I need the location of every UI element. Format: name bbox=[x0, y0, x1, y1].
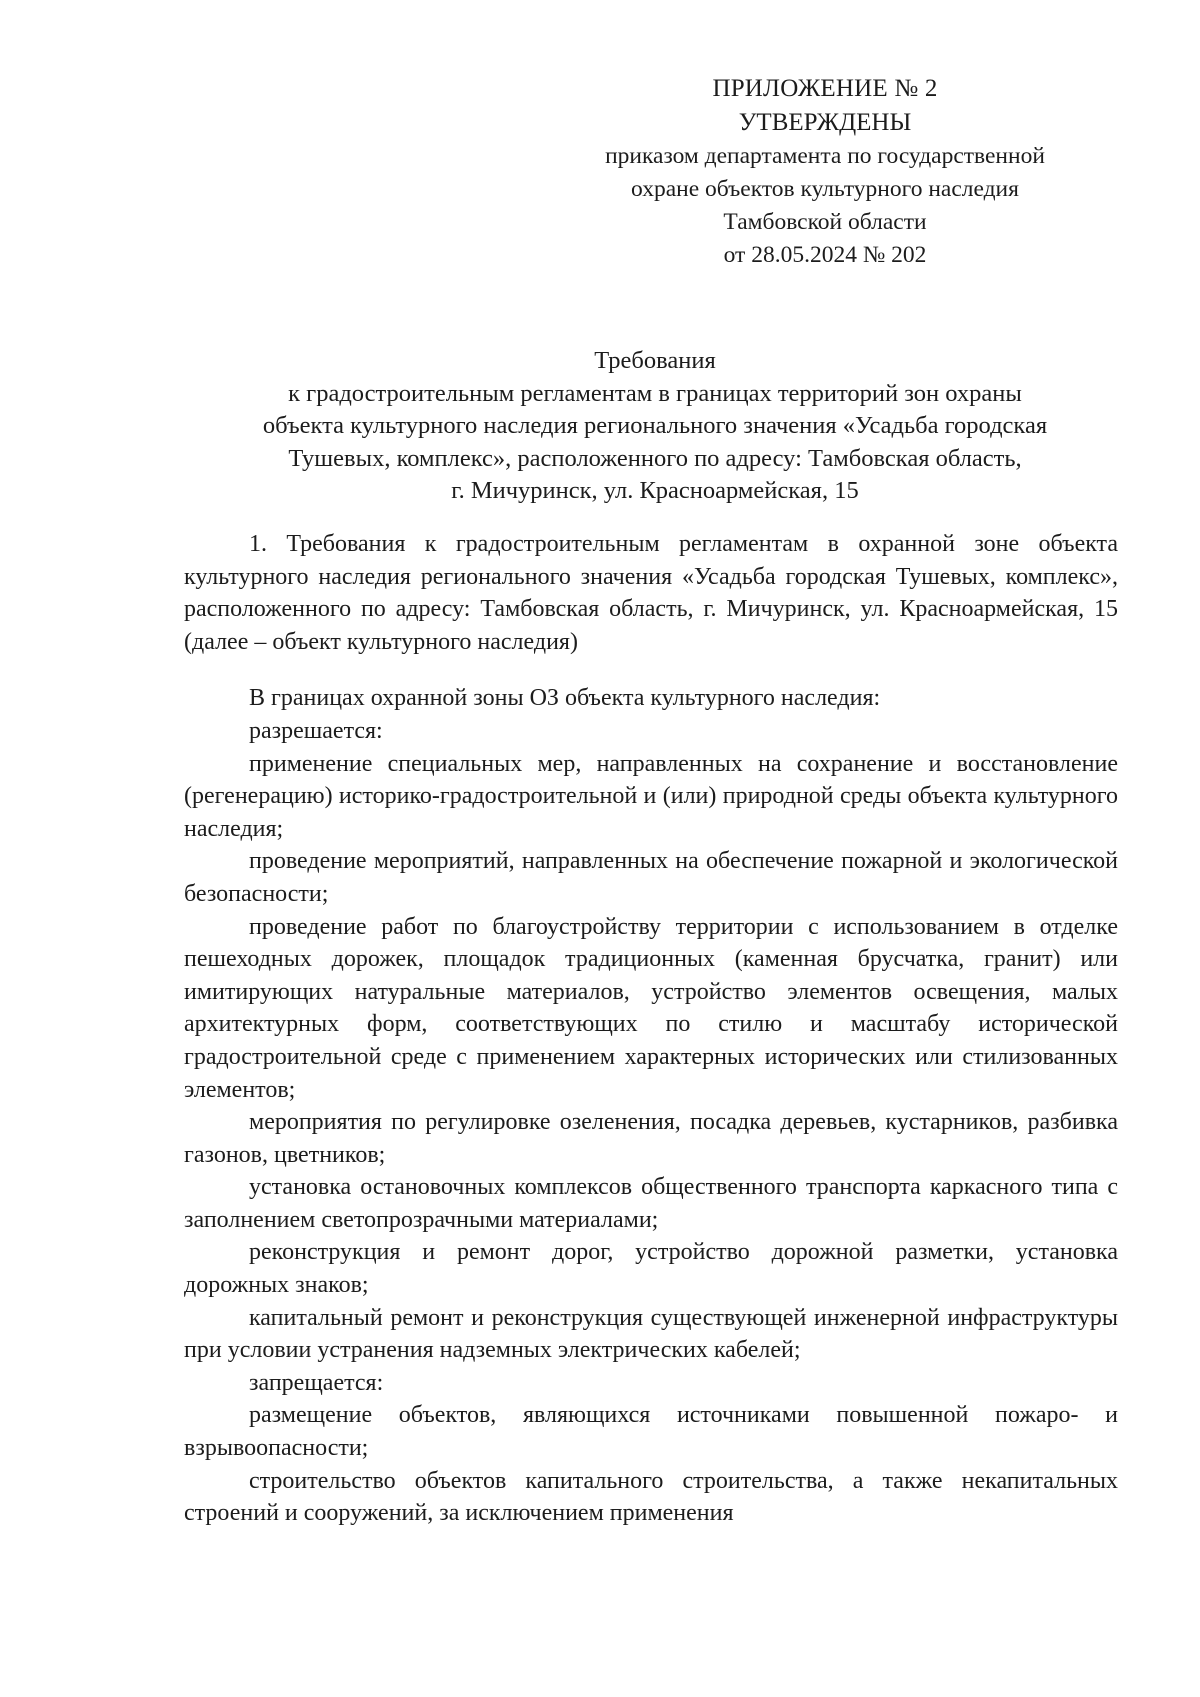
forbidden-item: строительство объектов капитального строительства, а также некапитальных строений и сооружений, за исключением применения bbox=[184, 1467, 1118, 1527]
forbidden-item: размещение объектов, являющихся источниками повышенной пожаро- и взрывоопасности; bbox=[184, 1402, 1118, 1462]
allowed-item: проведение работ по благоустройству территории с использованием в отделке пешеходных дорожек, площадок традиционных (каменная брусчатка, гранит) или имитирующих натуральные материалов, устройство элементов освещения, малых архитектурных форм, соответствующих по стилю и масштабу исторической градостроительной среде с применением характерных исторических или стилизованных элементов; bbox=[184, 913, 1118, 1103]
title-line-1: к градостроительным регламентам в границах территорий зон охраны bbox=[288, 379, 1022, 407]
title-line-3: Тушевых, комплекс», расположенного по адресу: Тамбовская область, bbox=[288, 444, 1022, 472]
allowed-item: установка остановочных комплексов общественного транспорта каркасного типа с заполнением светопрозрачными материалами; bbox=[184, 1174, 1118, 1233]
title-line-2: объекта культурного наследия регионального значения «Усадьба городская bbox=[262, 412, 1048, 439]
order-line-3: Тамбовской области bbox=[723, 209, 927, 235]
title-line-4: г. Мичуринск, ул. Красноармейская, 15 bbox=[451, 477, 859, 504]
order-line-1: приказом департамента по государственной bbox=[605, 143, 1045, 169]
allowed-label: разрешается: bbox=[249, 717, 383, 744]
forbidden-label: запрещается: bbox=[249, 1369, 384, 1396]
approval-header bbox=[560, 72, 1090, 272]
order-line-2: охране объектов культурного наследия bbox=[631, 176, 1019, 202]
section-1-paragraph: 1. Требования к градостроительным регламентам в охранной зоне объекта культурного наследия регионального значения «Усадьба городская Тушевых, комплекс», расположенного по адресу: Тамбовская область, г. Мичуринск, ул. Красноармейская, 15 (далее – объект культурного наследия) bbox=[184, 531, 1118, 655]
allowed-item: проведение мероприятий, направленных на обеспечение пожарной и экологической безопасности; bbox=[184, 848, 1118, 907]
order-date-number: от 28.05.2024 № 202 bbox=[723, 242, 927, 268]
allowed-item: мероприятия по регулировке озеленения, посадка деревьев, кустарников, разбивка газонов, цветников; bbox=[184, 1109, 1118, 1168]
zone-intro: В границах охранной зоны ОЗ объекта культурного наследия: bbox=[249, 685, 881, 712]
allowed-item: реконструкция и ремонт дорог, устройство дорожной разметки, установка дорожных знаков; bbox=[184, 1239, 1118, 1299]
allowed-item: применение специальных мер, направленных на сохранение и восстановление (регенерацию) историко-градостроительной и (или) природной среды объекта культурного наследия; bbox=[184, 750, 1118, 842]
allowed-item: капитальный ремонт и реконструкция существующей инженерной инфраструктуры при условии устранения надземных электрических кабелей; bbox=[184, 1304, 1118, 1364]
document-title bbox=[200, 345, 1110, 508]
document-body bbox=[184, 520, 1118, 1530]
appendix-number: ПРИЛОЖЕНИЕ № 2 bbox=[712, 75, 938, 102]
title-heading: Требования bbox=[594, 347, 716, 374]
approved-label: УТВЕРЖДЕНЫ bbox=[738, 109, 912, 136]
